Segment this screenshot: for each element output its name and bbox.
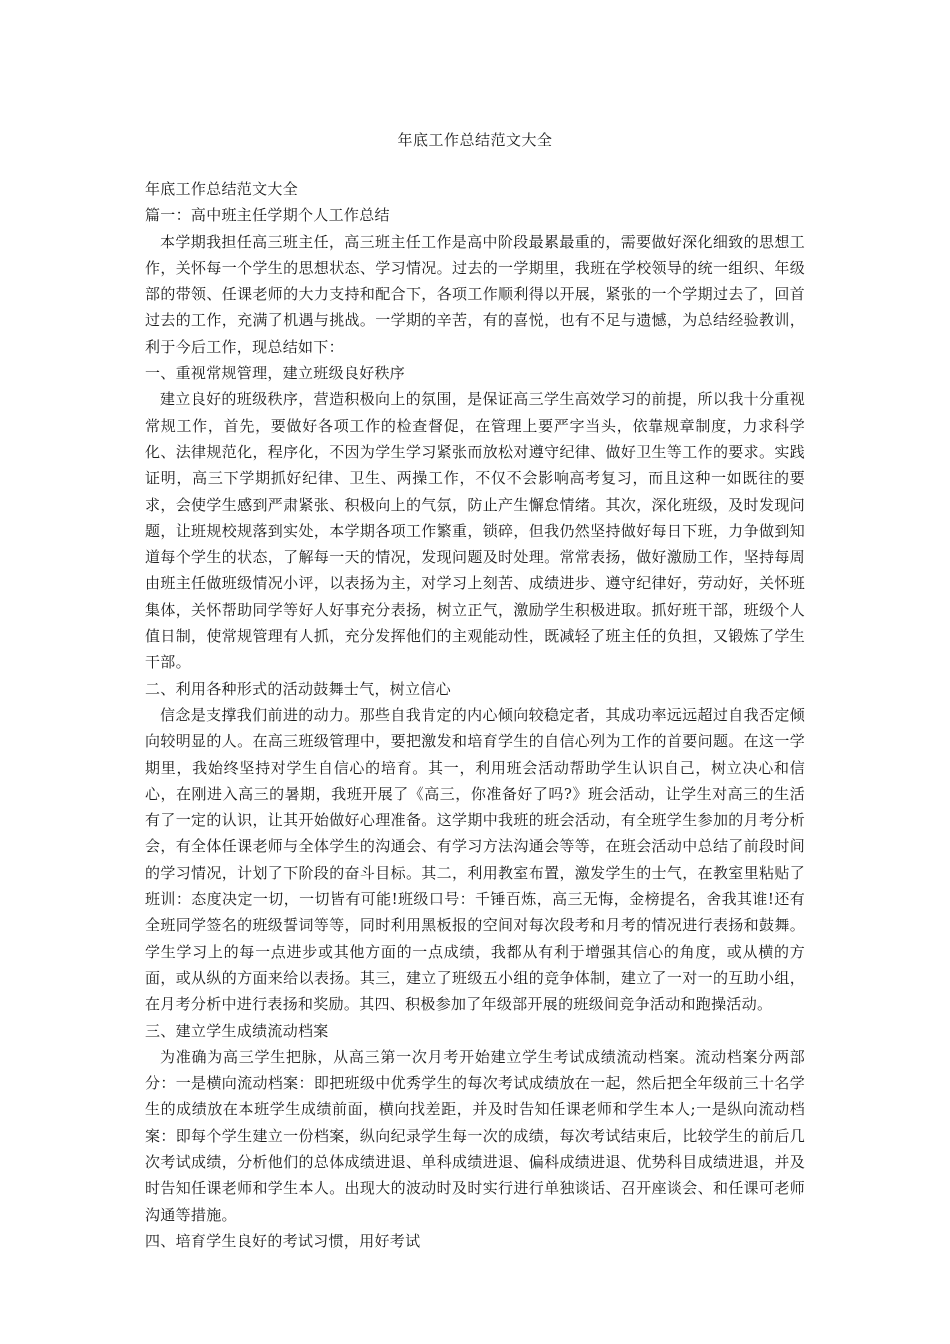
section-heading-1: 一、重视常规管理，建立班级良好秩序 [145,364,406,383]
section-body-3: 为准确为高三学生把脉，从高三第一次月考开始建立学生考试成绩流动档案。流动档案分两部分：一是横向流动档案：即把班级中优秀学生的每次考试成绩放在一起，然后把全年级前三十名学生的成绩放在本班学生成绩前面，横向找差距，并及时告知任课老师和学生本人;一是纵向流动档案：即每个学生建立一份档案，纵向纪录学生每一次的成绩，每次考试结束后，比较学生的前后几次考试成绩，分析他们的总体成绩进退、单科成绩进退、偏科成绩进退、优势科目成绩进退，并及时告知任课老师和学生本人。出现大的波动时及时实行进行单独谈话、召开座谈会、和任课可老师沟通等措施。 [145,1047,805,1224]
section-heading-2: 二、利用各种形式的活动鼓舞士气，树立信心 [145,679,452,698]
section-body-1: 建立良好的班级秩序，营造积极向上的氛围，是保证高三学生高效学习的前提，所以我十分重视常规工作，首先，要做好各项工作的检查督促，在管理上要严字当头，依靠规章制度，力求科学化、法律规范化，程序化，不因为学生学习紧张而放松对遵守纪律、做好卫生等工作的要求。实践证明，高三下学期抓好纪律、卫生、两操工作，不仅不会影响高考复习，而且这种一如既往的要求，会使学生感到严肃紧张、积极向上的气氛，防止产生懈怠情绪。其次，深化班级，及时发现问题，让班规校规落到实处，本学期各项工作繁重，锁碎，但我仍然坚持做好每日下班，力争做到知道每个学生的状态，了解每一天的情况，发现问题及时处理。常常表扬，做好激励工作，坚持每周由班主任做班级情况小评，以表扬为主，对学习上刻苦、成绩进步、遵守纪律好，劳动好，关怀班集体，关怀帮助同学等好人好事充分表扬，树立正气，激励学生积极进取。抓好班干部，班级个人值日制，使常规管理有人抓，充分发挥他们的主观能动性，既减轻了班主任的负担，又锻炼了学生干部。 [145,390,805,672]
intro-paragraph: 本学期我担任高三班主任，高三班主任工作是高中阶段最累最重的，需要做好深化细致的思想工作，关怀每一个学生的思想状态、学习情况。过去的一学期里，我班在学校领导的统一组织、年级部的带领、任课老师的大力支持和配合下，各项工作顺利得以开展，紧张的一个学期过去了，回首过去的工作，充满了机遇与挑战。一学期的辛苦，有的喜悦，也有不足与遗憾，为总结经验教训，利于今后工作，现总结如下： [145,232,805,356]
part-title: 篇一：高中班主任学期个人工作总结 [145,206,390,225]
section-heading-3: 三、建立学生成绩流动档案 [145,1021,329,1040]
section-body-2: 信念是支撑我们前进的动力。那些自我肯定的内心倾向较稳定者，其成功率远远超过自我否定倾向较明显的人。在高三班级管理中，要把激发和培育学生的自信心列为工作的首要问题。在这一学期里，我始终坚持对学生自信心的培育。其一，利用班会活动帮助学生认识自己，树立决心和信心，在刚进入高三的暑期，我班开展了《高三，你准备好了吗?》班会活动，让学生对高三的生活有了一定的认识，让其开始做好心理准备。这学期中我班的班会活动，有全班学生参加的月考分析会，有全体任课老师与全体学生的沟通会、有学习方法沟通会等等，在班会活动中总结了前段时间的学习情况，计划了下阶段的奋斗目标。其二，利用教室布置，激发学生的士气，在教室里粘贴了班训：态度决定一切，一切皆有可能!班级口号：千锤百炼，高三无悔，金榜提名，舍我其谁!还有全班同学签名的班级誓词等等，同时利用黑板报的空间对每次段考和月考的情况进行表扬和鼓舞。学生学习上的每一点进步或其他方面的一点成绩，我都从有利于增强其信心的角度，或从横的方面，或从纵的方面来给以表扬。其三，建立了班级五小组的竞争体制，建立了一对一的互助小组，在月考分析中进行表扬和奖励。其四、积极参加了年级部开展的班级间竞争活动和跑操活动。 [145,705,805,1014]
document-subtitle: 年底工作总结范文大全 [145,180,299,198]
document-body [145,176,805,1254]
section-heading-4: 四、培育学生良好的考试习惯，用好考试 [145,1231,421,1250]
document-title: 年底工作总结范文大全 [397,131,553,149]
